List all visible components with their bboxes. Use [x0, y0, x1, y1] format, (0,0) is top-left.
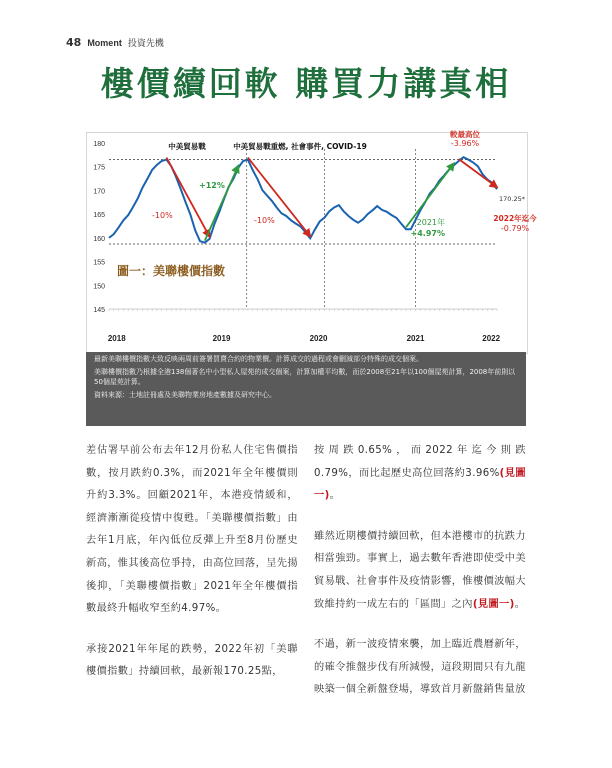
y-tick-label: 150: [93, 283, 105, 291]
right-paragraph-2: [314, 526, 526, 616]
caption-line-1: 最新美聯樓價指數大致反映兩周前簽署買賣合約的物業價。計算成交的過程或會刪減部分特殊的成交個案。: [94, 355, 423, 363]
annotation-trade-war: 中美貿易戰: [168, 142, 206, 151]
page-header: [66, 36, 164, 49]
x-year-label: 2021: [406, 334, 425, 343]
annotation-up-2019: +12%: [199, 181, 225, 190]
y-tick-label: 175: [93, 164, 105, 172]
y-tick-label: 145: [93, 307, 105, 314]
x-year-label: 2019: [212, 334, 231, 343]
chart-svg: [87, 130, 537, 353]
trend-arrow: [459, 159, 497, 187]
article-title: 樓價續回軟 購買力講真相: [100, 64, 512, 103]
trend-arrow: [205, 166, 239, 241]
figure-reference: (見圖一): [472, 598, 515, 610]
right-p1-text: 按周跌0.65%，而2022年迄今則跌0.79%，而比起歷史高位回落約3.96%: [314, 445, 526, 479]
y-tick-label: 155: [93, 259, 105, 267]
right-column: [314, 440, 526, 702]
annotation-ytd-label: 2022年迄今: [493, 214, 537, 223]
right-paragraph-1: [314, 440, 526, 508]
annotation-down-2018: -10%: [152, 211, 173, 220]
annotation-trade-war-covid: 中美貿易戰重燃, 社會事件, COVID-19: [233, 142, 367, 151]
x-year-label: 2018: [107, 334, 126, 343]
chart-title: 圖一：美聯樓價指數: [117, 264, 226, 278]
left-paragraph-1: 差估署早前公布去年12月份私人住宅售價指數，按月跌約0.3%，而2021年全年樓價則升約3.3%。回顧2021年，本港疫情緩和，經濟漸漸從疫情中復甦。「美聯樓價指數」由去年1月底，年內低位反彈上升至8月份歷史新高，惟其後高位爭持，由高位回落，呈先揚後抑，「美聯樓價指數」2021年全年樓價指數最終升幅收窄至約4.97%。: [86, 445, 298, 615]
right-p2-end: 。: [514, 598, 526, 610]
caption-line-2: 美聯樓價指數乃根據全港138個著名中小型私人屋苑的成交個案，計算加權平均數，而於2008至21年以100個屋苑計算，2008年前則以50個屋苑計算。: [94, 368, 516, 386]
x-year-label: 2022: [482, 334, 501, 343]
figure-reference: (見圖一): [314, 467, 526, 502]
x-year-label: 2020: [309, 334, 328, 343]
left-column: [86, 440, 298, 684]
trend-arrow: [166, 158, 209, 237]
page-number: 48: [66, 36, 82, 49]
left-paragraph-2: 承接2021年年尾的跌勢，2022年初「美聯樓價指數」持續回軟，最新報170.25點，: [86, 643, 298, 678]
price-index-chart: [86, 130, 537, 354]
annotation-down-2019: -10%: [254, 216, 275, 225]
caption-line-3: 資料來源：土地註冊處及美聯物業房地產數據及研究中心。: [94, 391, 276, 399]
chart-caption: [86, 352, 526, 426]
annotation-peak-label: 較最高位: [450, 130, 480, 139]
right-p2-text: 雖然近期樓價持續回軟，但本港樓市的抗跌力相當強勁。事實上，過去數年香港即使受中美貿易戰、社會事件及疫情影響，惟樓價波幅大致維持約一成左右的「區間」之內: [314, 530, 526, 610]
right-paragraph-3: 不過，新一波疫情來襲，加上臨近農曆新年，的確令推盤步伐有所減慢，這段期間只有九龍映築一個全新盤登場，導致首月新盤銷售量放: [314, 639, 526, 696]
magazine-brand: Moment: [87, 38, 122, 48]
annotation-latest-value: 170.25*: [499, 195, 525, 203]
annotation-peak-change: -3.96%: [450, 139, 480, 148]
y-tick-label: 165: [93, 212, 105, 220]
annotation-2021-change: +4.97%: [410, 229, 445, 238]
y-tick-label: 180: [93, 141, 105, 148]
y-tick-label: 170: [93, 188, 105, 196]
annotation-2021-label: 2021年: [416, 218, 445, 227]
y-tick-label: 160: [93, 235, 105, 243]
annotation-ytd-change: -0.79%: [500, 224, 530, 233]
right-p1-end: 。: [329, 490, 341, 502]
section-name: 投資先機: [127, 39, 164, 49]
